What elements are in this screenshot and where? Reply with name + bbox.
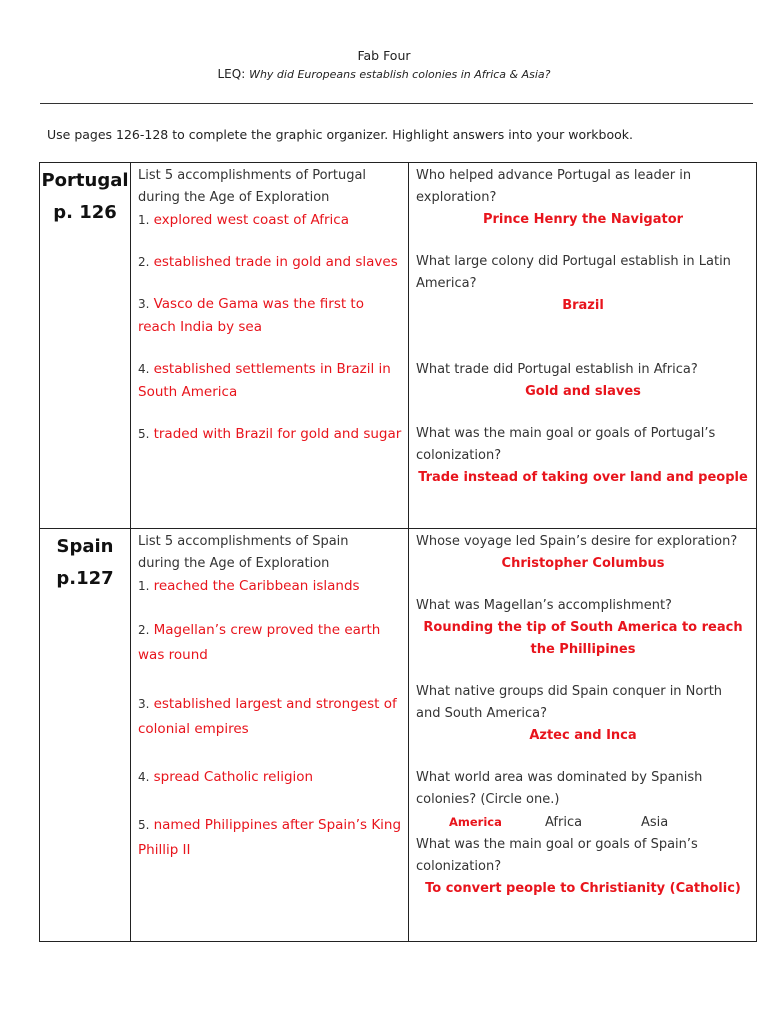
question-text: What world area was dominated by Spanish colonies? (Circle one.) bbox=[416, 770, 703, 807]
list-item bbox=[138, 766, 402, 789]
question-answer: Rounding the tip of South America to reach the Phillipines bbox=[423, 620, 743, 657]
leq-line bbox=[0, 67, 768, 81]
header-divider bbox=[40, 103, 753, 104]
questions-cell bbox=[409, 163, 757, 529]
table-row-spain bbox=[40, 529, 757, 942]
list-item bbox=[138, 618, 402, 668]
list-item bbox=[138, 813, 402, 863]
country-name: Portugal bbox=[41, 170, 129, 191]
circle-one-choices bbox=[416, 811, 750, 834]
questions-cell bbox=[409, 529, 757, 942]
item-number: 4. bbox=[138, 362, 150, 376]
list-item bbox=[138, 209, 402, 232]
country-name: Spain bbox=[56, 536, 114, 557]
item-number: 3. bbox=[138, 297, 150, 311]
question-text: What was Magellan’s accomplishment? bbox=[416, 598, 672, 613]
question-answer: Trade instead of taking over land and people bbox=[418, 470, 748, 485]
item-answer: explored west coast of Africa bbox=[153, 212, 349, 228]
instructions: Use pages 126-128 to complete the graphic organizer. Highlight answers into your workbook. bbox=[47, 127, 633, 142]
question-answer: Christopher Columbus bbox=[501, 556, 665, 571]
choice-america: America bbox=[449, 815, 502, 829]
country-cell bbox=[40, 529, 131, 942]
item-number: 1. bbox=[138, 579, 150, 593]
item-answer: Magellan’s crew proved the earth was round bbox=[138, 622, 381, 663]
list-item bbox=[138, 251, 402, 274]
question-answer: Prince Henry the Navigator bbox=[482, 212, 684, 227]
accomplishments-prompt-line2: during the Age of Exploration bbox=[138, 190, 330, 205]
list-item bbox=[138, 293, 402, 339]
country-cell bbox=[40, 163, 131, 529]
item-answer: reached the Caribbean islands bbox=[153, 578, 360, 594]
country-pages: p. 126 bbox=[53, 202, 117, 223]
list-item bbox=[138, 575, 402, 598]
item-number: 2. bbox=[138, 623, 150, 637]
document-title: Fab Four bbox=[357, 48, 411, 63]
question-text: What large colony did Portugal establish in Latin America? bbox=[416, 254, 731, 291]
leq-question: Why did Europeans establish colonies in Africa & Asia? bbox=[249, 68, 551, 81]
accomplishments-prompt: List 5 accomplishments of Spain bbox=[138, 534, 349, 549]
item-number: 5. bbox=[138, 427, 150, 441]
question-text: Who helped advance Portugal as leader in exploration? bbox=[416, 168, 692, 205]
item-answer: established settlements in Brazil in South America bbox=[138, 361, 391, 400]
question-answer: Gold and slaves bbox=[525, 384, 641, 399]
choice-africa: Africa bbox=[545, 815, 583, 830]
list-item bbox=[138, 692, 402, 742]
graphic-organizer-table bbox=[39, 162, 757, 942]
table-row-portugal bbox=[40, 163, 757, 529]
question-answer: Brazil bbox=[562, 298, 604, 313]
item-number: 3. bbox=[138, 697, 150, 711]
question-text: What trade did Portugal establish in Africa? bbox=[416, 362, 698, 377]
item-answer: traded with Brazil for gold and sugar bbox=[153, 426, 402, 442]
list-item bbox=[138, 358, 402, 404]
accomplishments-cell bbox=[131, 163, 409, 529]
country-pages: p.127 bbox=[56, 568, 114, 589]
accomplishments-prompt: List 5 accomplishments of Portugal bbox=[138, 168, 367, 183]
item-number: 4. bbox=[138, 770, 150, 784]
accomplishments-prompt-line2: during the Age of Exploration bbox=[138, 556, 330, 571]
item-answer: named Philippines after Spain’s King Phillip II bbox=[138, 817, 402, 858]
item-answer: Vasco de Gama was the first to reach India by sea bbox=[138, 296, 364, 335]
item-number: 2. bbox=[138, 255, 150, 269]
question-text: What native groups did Spain conquer in North and South America? bbox=[416, 684, 723, 721]
question-text: What was the main goal or goals of Spain’s colonization? bbox=[416, 837, 698, 874]
accomplishments-cell bbox=[131, 529, 409, 942]
choice-asia: Asia bbox=[641, 815, 669, 830]
question-answer: To convert people to Christianity (Catholic) bbox=[425, 881, 741, 896]
question-answer: Aztec and Inca bbox=[529, 728, 637, 743]
leq-label: LEQ: bbox=[217, 67, 250, 81]
question-text: What was the main goal or goals of Portugal’s colonization? bbox=[416, 426, 716, 463]
item-number: 1. bbox=[138, 213, 150, 227]
list-item bbox=[138, 423, 402, 446]
question-text: Whose voyage led Spain’s desire for exploration? bbox=[416, 534, 738, 549]
item-number: 5. bbox=[138, 818, 150, 832]
item-answer: established largest and strongest of colonial empires bbox=[138, 696, 397, 737]
item-answer: spread Catholic religion bbox=[153, 769, 314, 785]
item-answer: established trade in gold and slaves bbox=[153, 254, 398, 270]
